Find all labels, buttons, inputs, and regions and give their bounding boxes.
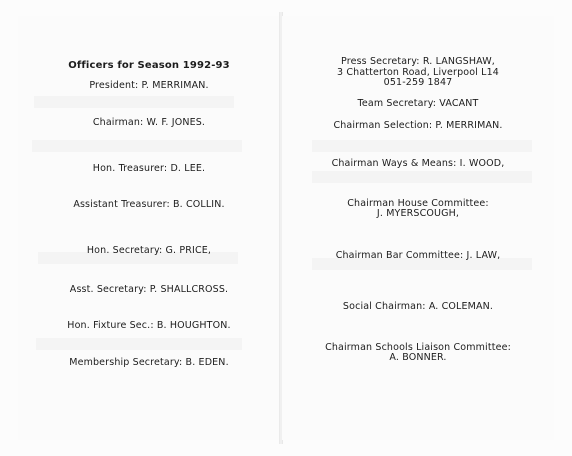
officer-fixture-secretary: Hon. Fixture Sec.: B. HOUGHTON.	[67, 320, 231, 331]
chairman-ways-means: Chairman Ways & Means: I. WOOD,	[331, 158, 505, 169]
left-page	[18, 16, 280, 440]
officer-president: President: P. MERRIMAN.	[89, 80, 209, 91]
faded-band	[34, 96, 234, 108]
officer-membership-secretary: Membership Secretary: B. EDEN.	[69, 357, 229, 368]
faded-band	[36, 338, 242, 350]
faded-band	[32, 140, 242, 152]
press-secretary: Press Secretary: R. LANGSHAW,	[341, 56, 495, 67]
officer-assistant-secretary: Asst. Secretary: P. SHALLCROSS.	[69, 284, 229, 295]
chairman-selection: Chairman Selection: P. MERRIMAN.	[333, 120, 503, 131]
chairman-house-committee: Chairman House Committee:	[347, 198, 489, 209]
press-secretary-phone: 051-259 1847	[383, 77, 453, 88]
chairman-bar-committee: Chairman Bar Committee: J. LAW,	[335, 250, 501, 261]
house-committee-name: J. MYERSCOUGH,	[376, 208, 460, 219]
schools-liaison-name: A. BONNER.	[389, 352, 447, 363]
press-secretary-address: 3 Chatterton Road, Liverpool L14	[337, 67, 499, 78]
officer-chairman: Chairman: W. F. JONES.	[92, 117, 206, 128]
officers-heading: Officers for Season 1992-93	[68, 60, 230, 71]
right-page	[282, 16, 554, 440]
chairman-schools-liaison: Chairman Schools Liaison Committee:	[325, 342, 511, 353]
officer-secretary: Hon. Secretary: G. PRICE,	[86, 245, 212, 256]
officer-treasurer: Hon. Treasurer: D. LEE.	[92, 163, 206, 174]
faded-band	[312, 140, 532, 152]
team-secretary: Team Secretary: VACANT	[357, 98, 479, 109]
social-chairman: Social Chairman: A. COLEMAN.	[342, 301, 494, 312]
faded-band	[312, 171, 532, 183]
officer-assistant-treasurer: Assistant Treasurer: B. COLLIN.	[73, 199, 225, 210]
